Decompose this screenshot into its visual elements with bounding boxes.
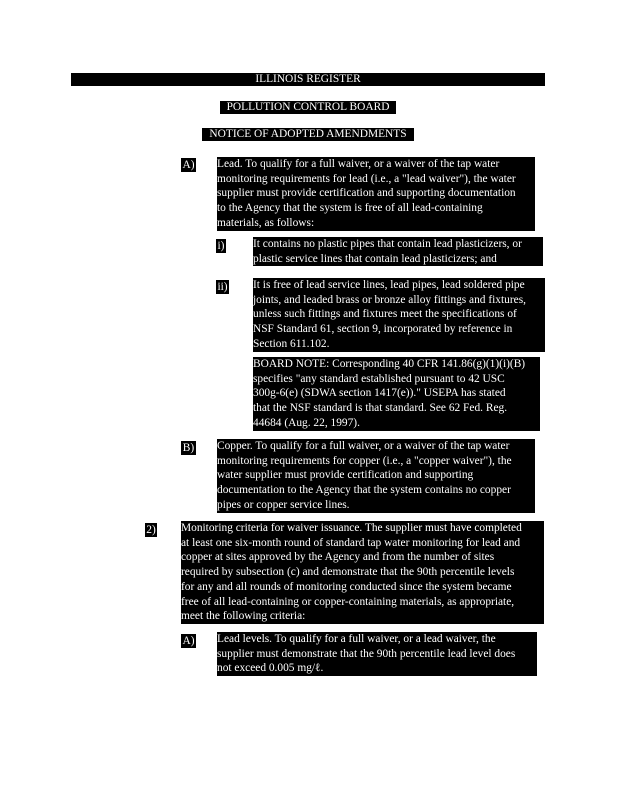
para-b-copper-label: B) [182,442,195,454]
item-i-line: plastic service lines that contain lead plasticizers; and [253,252,497,265]
board-title: POLLUTION CONTROL BOARD [220,101,396,114]
para-a-lead-line: monitoring requirements for lead (i.e., a "lead waiver"), the water [217,172,516,185]
para-b-copper-line: water supplier must provide certification and supporting [217,469,474,482]
para-a-lead-line: to the Agency that the system is free of all lead-containing [217,202,483,215]
notice-title: NOTICE OF ADOPTED AMENDMENTS [202,128,414,141]
para-2-text [181,521,544,624]
para-b-copper-line: pipes or copper service lines. [217,498,350,511]
board-note-line: 300g-6(e) (SDWA section 1417(e))." USEPA has stated [253,387,506,400]
para-a-lead-line: supplier must provide certification and supporting documentation [217,187,516,200]
para-a-levels-line: supplier must demonstrate that the 90th percentile lead level does [217,647,516,660]
para-2-line: Monitoring criteria for waiver issuance. The supplier must have completed [181,522,522,534]
item-i-line: It contains no plastic pipes that contain lead plasticizers, or [253,238,522,250]
para-a-lead-text [217,157,535,231]
para-a-lead-line: materials, as follows: [217,216,315,229]
para-2-line: for any and all rounds of monitoring conducted since the system became [181,580,512,593]
item-ii-label: ii) [217,281,228,293]
board-note [253,357,540,431]
para-a-levels-label: A) [182,635,195,647]
para-2-line: at least one six-month round of standard tap water monitoring for lead and [181,536,521,549]
para-a-levels-line: Lead levels. To qualify for a full waiver, or a lead waiver, the [217,633,496,645]
para-2-line: required by subsection (c) and demonstrate that the 90th percentile levels [181,566,515,579]
register-title: ILLINOIS REGISTER [71,73,545,86]
item-ii-text [253,278,545,352]
para-a-lead-label: A) [182,159,195,171]
item-ii-line: unless such fittings and fixtures meet the specifications of [253,308,517,321]
item-ii-line: Section 611.102. [253,337,330,350]
para-2-line: copper at sites approved by the Agency and from the number of sites [181,551,495,564]
para-2-label: 2) [146,524,156,536]
item-ii-line: NSF Standard 61, section 9, incorporated by reference in [253,323,513,336]
para-2-line: free of all lead-containing or copper-containing materials, as appropriate, [181,595,515,608]
board-note-line: BOARD NOTE: Corresponding 40 CFR 141.86(g)(1)(i)(B) [253,358,526,370]
para-a-lead-line: Lead. To qualify for a full waiver, or a waiver of the tap water [217,158,500,170]
para-b-copper-text [217,439,535,513]
item-i-text [253,237,543,266]
item-i-label: i) [217,240,225,252]
para-2-line: meet the following criteria: [181,610,306,623]
item-ii-line: It is free of lead service lines, lead pipes, lead soldered pipe [253,279,525,291]
para-b-copper-line: Copper. To qualify for a full waiver, or a waiver of the tap water [217,440,510,452]
board-note-line: 44684 (Aug. 22, 1997). [253,416,360,429]
para-b-copper-line: documentation to the Agency that the system contains no copper [217,484,511,497]
para-a-levels-line: not exceed 0.005 mg/ℓ. [217,662,324,675]
para-a-levels-text [217,632,537,676]
item-ii-line: joints, and leaded brass or bronze alloy fittings and fixtures, [253,293,526,306]
board-note-line: that the NSF standard is that standard. See 62 Fed. Reg. [253,402,508,415]
board-note-line: specifies "any standard established pursuant to 42 USC [253,372,505,385]
para-b-copper-line: monitoring requirements for copper (i.e., a "copper waiver"), the [217,454,512,467]
